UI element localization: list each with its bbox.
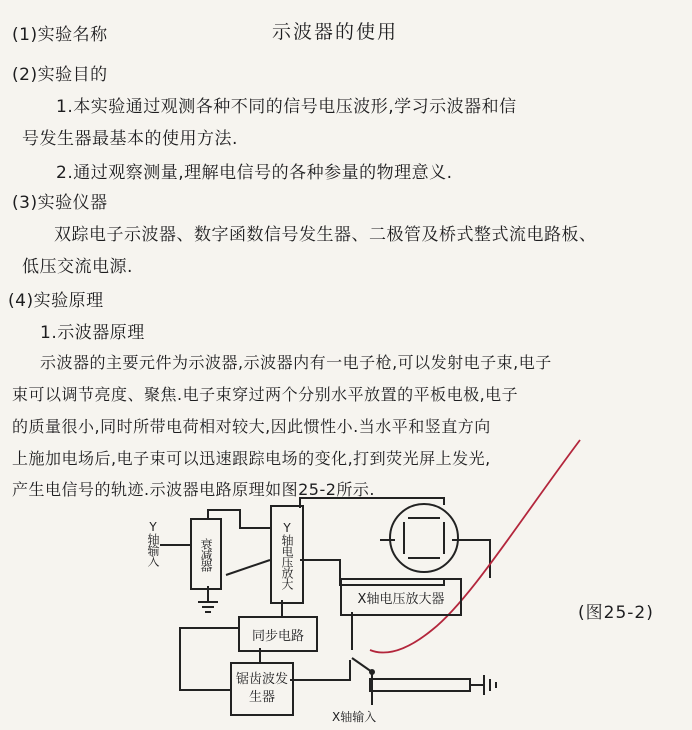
heading-experiment-name: (1)实验名称 bbox=[12, 25, 108, 45]
sync-circuit-box bbox=[238, 616, 318, 652]
heading-instruments: (3)实验仪器 bbox=[12, 193, 108, 213]
x-axis-amplifier-box bbox=[340, 578, 462, 616]
attenuator-label: 衰减器 bbox=[199, 537, 213, 571]
principle-paragraph-line-4: 上施加电场后,电子束可以迅速跟踪电场的变化,打到荧光屏上发光, bbox=[12, 449, 491, 468]
principle-paragraph-line-2: 束可以调节亮度、聚焦.电子束穿过两个分别水平放置的平板电极,电子 bbox=[12, 385, 519, 404]
figure-label: (图25-2) bbox=[578, 603, 654, 623]
page-title: 示波器的使用 bbox=[272, 21, 399, 43]
purpose-item-1-line-a: 1.本实验通过观测各种不同的信号电压波形,学习示波器和信 bbox=[56, 97, 517, 117]
heading-principle: (4)实验原理 bbox=[8, 291, 104, 311]
x-axis-amplifier-label: X轴电压放大器 bbox=[357, 591, 445, 607]
purpose-item-2: 2.通过观察测量,理解电信号的各种参量的物理意义. bbox=[56, 163, 453, 183]
y-input-label: Y轴输入 bbox=[146, 520, 160, 566]
instruments-line-a: 双踪电子示波器、数字函数信号发生器、二极管及桥式整式流电路板、 bbox=[54, 225, 597, 245]
principle-subheading: 1.示波器原理 bbox=[40, 323, 145, 343]
principle-paragraph-line-5: 产生电信号的轨迹.示波器电路原理如图25-2所示. bbox=[12, 480, 375, 499]
y-axis-amplifier-label: Y轴电压放大 bbox=[280, 520, 294, 589]
heading-purpose: (2)实验目的 bbox=[12, 65, 108, 85]
principle-paragraph-line-1: 示波器的主要元件为示波器,示波器内有一电子枪,可以发射电子束,电子 bbox=[40, 353, 552, 372]
x-input-label: X轴输入 bbox=[332, 710, 377, 724]
attenuator-box bbox=[190, 518, 222, 590]
purpose-item-1-line-b: 号发生器最基本的使用方法. bbox=[22, 129, 238, 149]
sync-circuit-label: 同步电路 bbox=[251, 628, 304, 644]
sawtooth-generator-box bbox=[230, 662, 294, 716]
principle-paragraph-line-3: 的质量很小,同时所带电荷相对较大,因此惯性小.当水平和竖直方向 bbox=[12, 417, 491, 436]
y-axis-amplifier-box bbox=[270, 505, 304, 604]
sawtooth-generator-label: 锯齿波发生器 bbox=[235, 672, 288, 705]
instruments-line-b: 低压交流电源. bbox=[22, 257, 133, 277]
